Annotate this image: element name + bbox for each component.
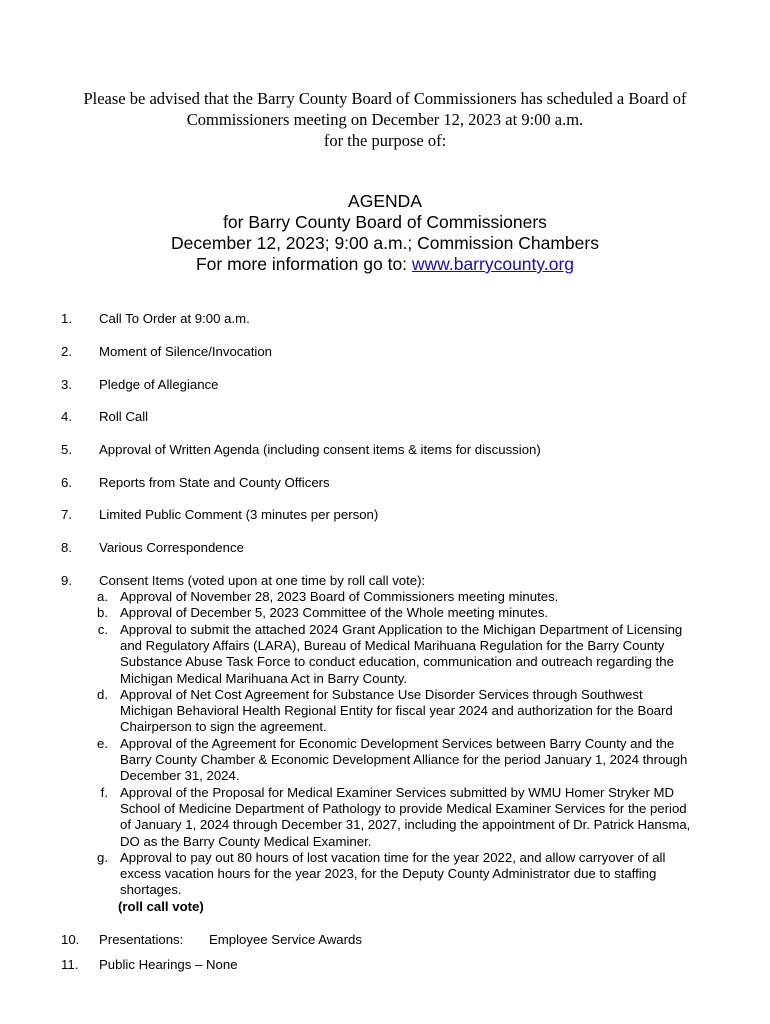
consent-item-letter: d. [97, 687, 108, 702]
item-text: Approval of Written Agenda (including consent items & items for discussion) [99, 442, 541, 457]
agenda-header [40, 191, 730, 275]
notice-line-1: Please be advised that the Barry County Board of Commissioners has scheduled a Board of [83, 89, 687, 108]
agenda-subtitle: for Barry County Board of Commissioners [223, 212, 547, 232]
consent-item-text [120, 687, 720, 736]
consent-item-line: excess vacation hours for the year 2023, for the Deputy County Administrator due to staffing [120, 866, 657, 882]
notice-line-3: for the purpose of: [323, 131, 447, 150]
consent-item-line: Substance Abuse Task Force to conduct education, communication and outreach regarding the [120, 654, 674, 670]
meeting-notice [40, 88, 730, 151]
consent-item-line: Chairperson to sign the agreement. [120, 719, 327, 735]
item-number: 2. [61, 344, 72, 359]
item-number: 3. [61, 377, 72, 392]
agenda-title: AGENDA [348, 191, 422, 211]
agenda-info-prefix: For more information go to: [195, 254, 412, 274]
consent-item-text [120, 622, 720, 687]
item-text: Call To Order at 9:00 a.m. [99, 311, 250, 326]
item-number: 1. [61, 311, 72, 326]
item-number: 4. [61, 409, 72, 424]
item-text: Moment of Silence/Invocation [99, 344, 272, 359]
consent-item-line: DO as the Barry County Medical Examiner. [120, 833, 372, 849]
consent-item-line: December 31, 2024. [120, 768, 240, 784]
notice-line-2: Commissioners meeting on December 12, 2023 at 9:00 a.m. [186, 110, 584, 129]
consent-item-text [120, 736, 720, 785]
consent-item-line: Approval of the Proposal for Medical Examiner Services submitted by WMU Homer Stryker MD [120, 785, 675, 800]
consent-item-line: Approval of November 28, 2023 Board of Commissioners meeting minutes. [120, 589, 559, 604]
item-number: 5. [61, 442, 72, 457]
consent-item-line: Michigan Medical Marihuana Act in Barry County. [120, 670, 408, 686]
roll-call-note: (roll call vote) [118, 899, 204, 914]
item-number: 11. [61, 957, 79, 972]
item-text: Various Correspondence [99, 540, 244, 555]
consent-item-text [120, 850, 720, 899]
consent-item-line: Barry County Chamber & Economic Development Alliance for the period January 1, 2024 through [120, 752, 688, 768]
consent-item-line: shortages. [120, 882, 182, 898]
consent-item-line: Michigan Behavioral Health Regional Entity for fiscal year 2024 and authorization for the Board [120, 703, 673, 719]
consent-item-letter: f. [100, 785, 108, 800]
item-number: 10. [61, 932, 80, 947]
consent-item-line: School of Medicine Department of Pathology to provide Medical Examiner Services for the period [120, 801, 687, 817]
consent-item-letter: e. [97, 736, 108, 751]
consent-item-text [120, 589, 720, 605]
agenda-date-line: December 12, 2023; 9:00 a.m.; Commission Chambers [171, 233, 599, 253]
item-number: 9. [61, 573, 72, 588]
consent-item-line: Approval to pay out 80 hours of lost vacation time for the year 2022, and allow carryover of all [120, 850, 666, 865]
item-number: 6. [61, 475, 72, 490]
website-link[interactable]: www.barrycounty.org [411, 254, 575, 274]
consent-item-line: of January 1, 2024 through December 31, 2027, including the appointment of Dr. Patrick Hansma, [120, 817, 691, 833]
consent-item-line: Approval to submit the attached 2024 Grant Application to the Michigan Department of Licensing [120, 622, 683, 637]
item-number: 8. [61, 540, 72, 555]
item-number: 7. [61, 507, 72, 522]
consent-item-letter: g. [97, 850, 108, 865]
item-text: Reports from State and County Officers [99, 475, 330, 490]
presentation-value: Employee Service Awards [209, 932, 362, 947]
item-text: Presentations: [99, 932, 184, 947]
consent-item-line: Approval of December 5, 2023 Committee of the Whole meeting minutes. [120, 605, 549, 620]
consent-item-line: and Regulatory Affairs (LARA), Bureau of Medical Marihuana Regulation for the Barry County [120, 638, 665, 654]
agenda-info-line [40, 254, 730, 275]
consent-item-letter: b. [97, 605, 108, 620]
consent-item-line: Approval of the Agreement for Economic Development Services between Barry County and the [120, 736, 675, 751]
item-text: Roll Call [99, 409, 149, 424]
consent-item-letter: c. [97, 622, 108, 637]
consent-item-text [120, 605, 720, 621]
item-text: Pledge of Allegiance [99, 377, 219, 392]
item-text: Consent Items (voted upon at one time by roll call vote): [99, 573, 426, 588]
item-text: Public Hearings – None [99, 957, 238, 972]
item-text: Limited Public Comment (3 minutes per person) [99, 507, 379, 522]
consent-item-text [120, 785, 720, 850]
consent-item-line: Approval of Net Cost Agreement for Substance Use Disorder Services through Southwest [120, 687, 643, 702]
consent-item-letter: a. [97, 589, 108, 604]
